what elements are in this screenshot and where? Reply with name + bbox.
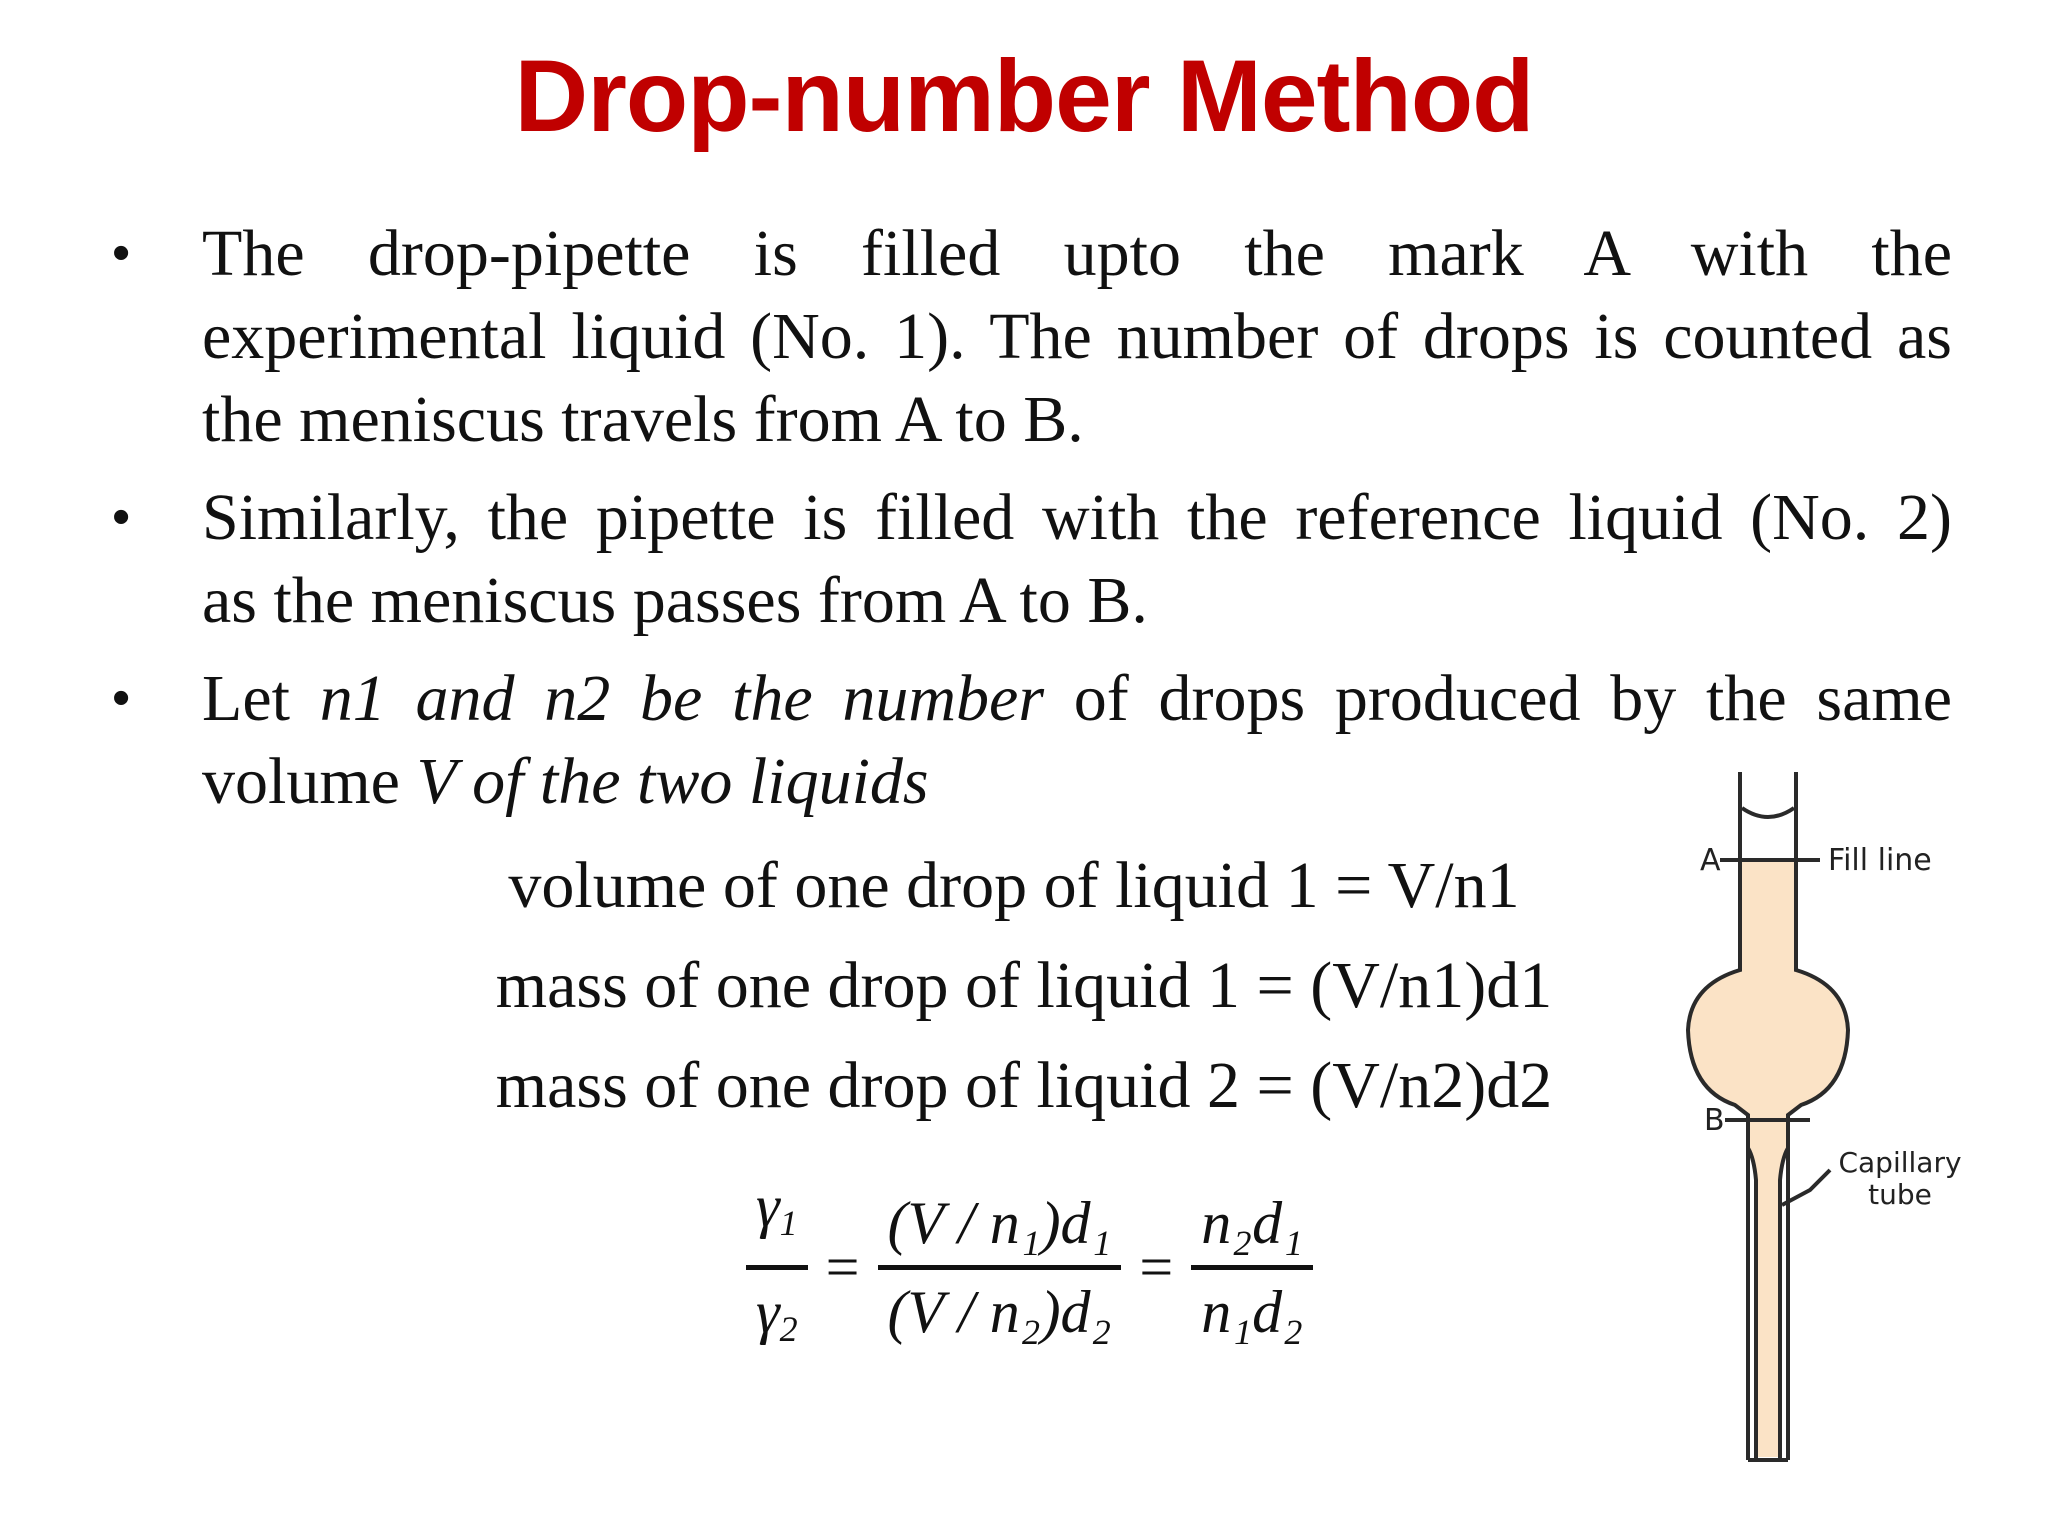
pipette-liquid	[1688, 860, 1848, 1457]
bullet-3-line-2-italic: V of the two liquids	[416, 745, 929, 818]
bullet-1-line-3: the meniscus travels from A to B.	[202, 383, 1084, 456]
bullet-item-1	[112, 212, 1952, 461]
bullet-dot: •	[112, 224, 131, 282]
rhs-numerator: n₂d₁	[1201, 1190, 1303, 1256]
fill-line-label: Fill line	[1828, 843, 1932, 878]
gamma-1: $\gamma_1$	[756, 1173, 798, 1243]
equation-mass-drop-1: mass of one drop of liquid 1 = (V/n1)d1	[495, 949, 1553, 1022]
capillary-label-line-2: tube	[1868, 1178, 1932, 1211]
bullet-1-line-1: The drop-pipette is filled upto the mark A with the	[202, 217, 1952, 290]
equation-volume-drop-1: volume of one drop of liquid 1 = V/n1	[508, 849, 1520, 922]
bullet-3-line-1	[202, 657, 1952, 740]
bullet-3-line-2-pre: volume	[202, 745, 417, 818]
bullet-3-text-post: of drops produced by the same	[1044, 662, 1952, 735]
surface-tension-ratio-formula	[740, 1170, 1319, 1365]
bullet-list	[112, 212, 1952, 838]
bullet-2-line-2: as the meniscus passes from A to B.	[202, 564, 1148, 637]
label-b: B	[1704, 1103, 1725, 1138]
bullet-dot: •	[112, 488, 131, 546]
rhs-denominator: n₁d₂	[1201, 1279, 1303, 1345]
fraction-bar	[1191, 1265, 1313, 1270]
capillary-label-line-1: Capillary	[1838, 1146, 1962, 1179]
mid-numerator: (V / n₁)d₁	[887, 1190, 1112, 1256]
drop-pipette-diagram	[1670, 760, 2030, 1480]
top-meniscus	[1742, 808, 1794, 817]
bullet-3-text-italic: n1 and n2 be the number	[319, 662, 1045, 735]
label-a: A	[1700, 843, 1721, 878]
bullet-2-line-1: Similarly, the pipette is filled with the reference liquid (No. 2)	[202, 481, 1952, 554]
fraction-bar	[746, 1265, 808, 1270]
volume-ratio-fraction	[878, 1187, 1122, 1348]
page-title: Drop-number Method	[514, 39, 1534, 153]
equation-mass-drop-2: mass of one drop of liquid 2 = (V/n2)d2	[495, 1049, 1553, 1122]
bullet-1-line-2: experimental liquid (No. 1). The number of drops is counted as	[202, 300, 1952, 373]
gamma-ratio-fraction	[746, 1170, 808, 1365]
bullet-item-2	[112, 476, 1952, 642]
equals-sign: =	[1139, 1234, 1174, 1300]
bullet-dot: •	[112, 669, 131, 727]
fraction-bar	[878, 1265, 1122, 1270]
equals-sign: =	[825, 1234, 860, 1300]
drop-ratio-fraction	[1191, 1187, 1313, 1348]
gamma-2: $\gamma_2$	[756, 1279, 798, 1349]
mid-denominator: (V / n₂)d₂	[887, 1279, 1112, 1345]
bullet-3-text-pre: Let	[202, 662, 320, 735]
